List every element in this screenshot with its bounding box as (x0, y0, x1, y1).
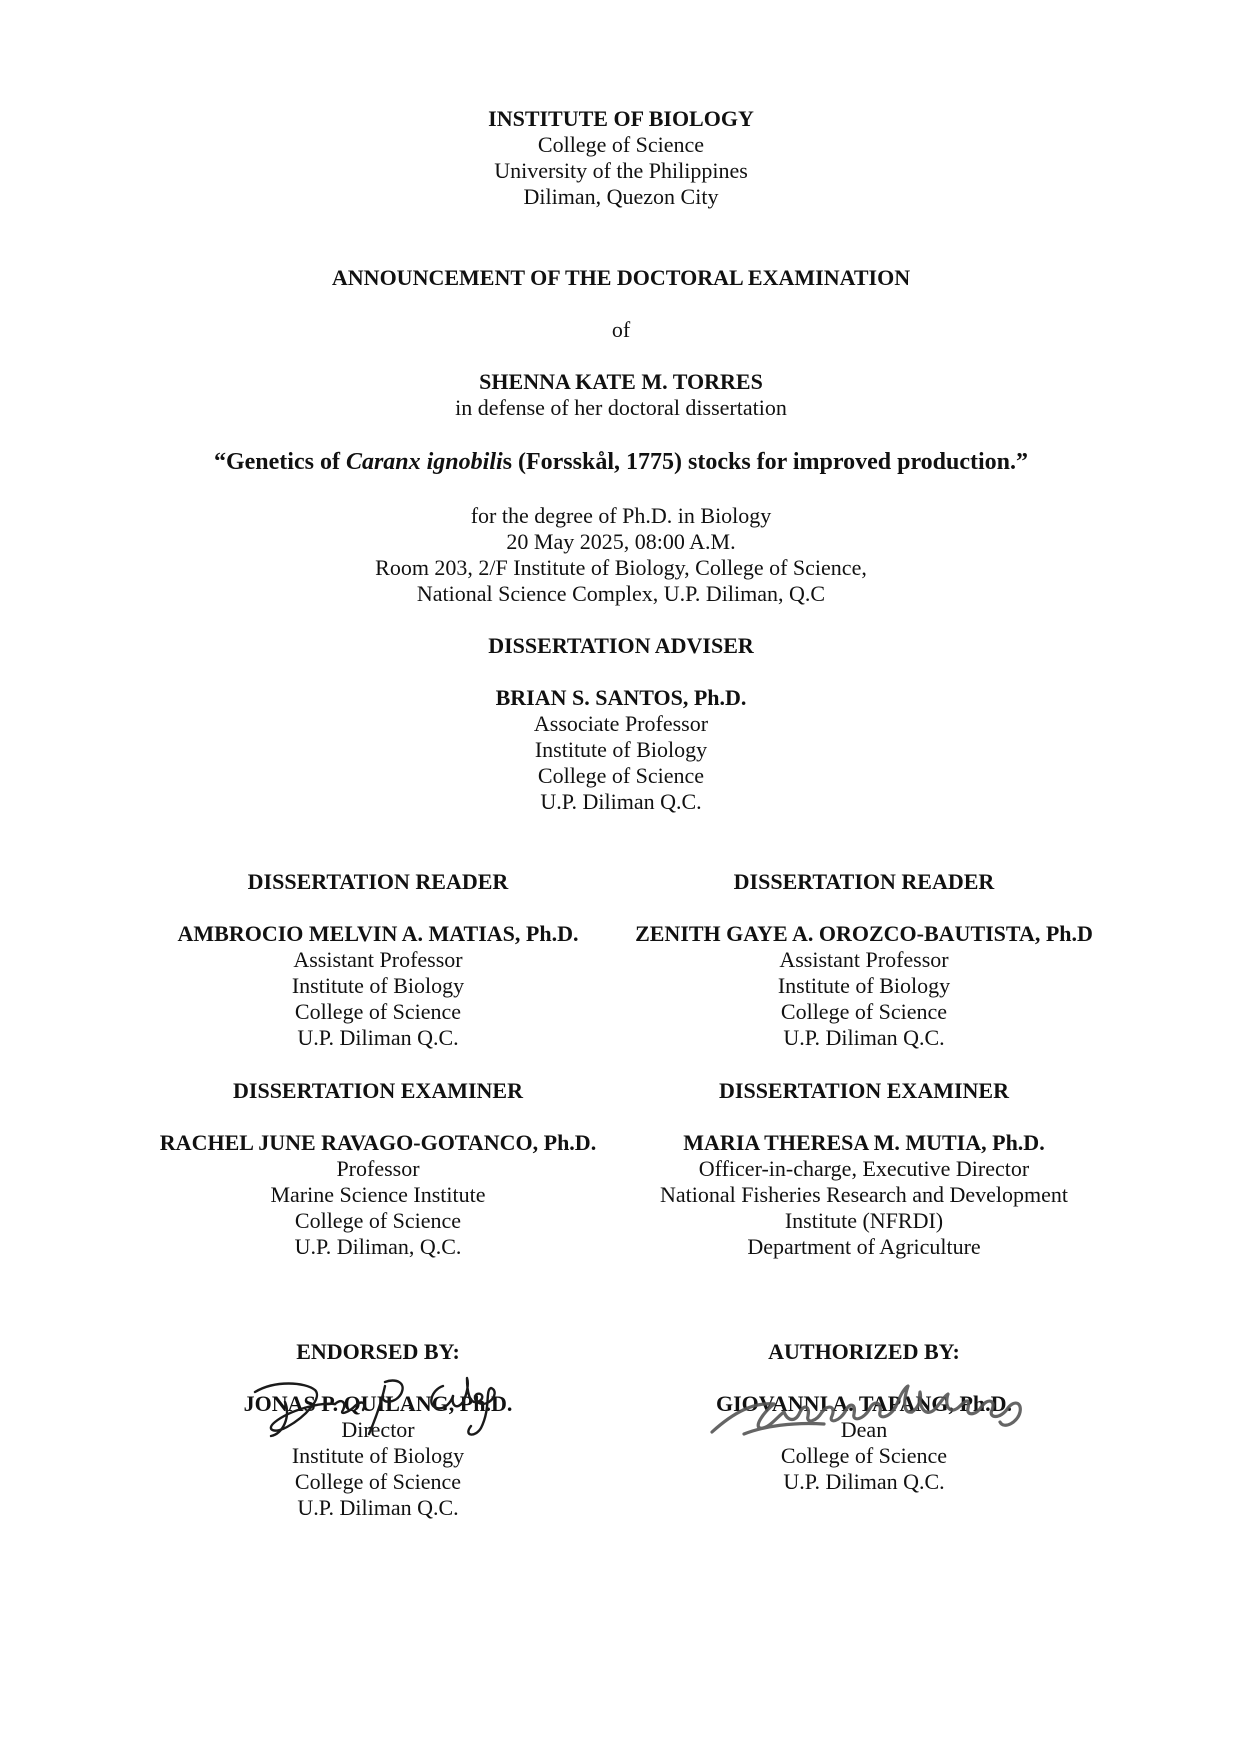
venue-line-2: National Science Complex, U.P. Diliman, Q.C (416, 581, 826, 606)
exam-datetime: 20 May 2025, 08:00 A.M. (506, 529, 736, 554)
authorizer-name: GIOVANNI A. TAPANG, Ph.D. (715, 1391, 1013, 1416)
examiner-right-institute: Institute (NFRDI) (784, 1208, 944, 1233)
title-prefix: “Genetics of (213, 449, 346, 475)
venue-line-1: Room 203, 2/F Institute of Biology, College of Science, (375, 555, 867, 580)
institute-name: INSTITUTE OF BIOLOGY (488, 106, 754, 131)
examiner-right-unit: National Fisheries Research and Development (659, 1182, 1069, 1207)
examiner-right-block (604, 1078, 1124, 1260)
endorsed-heading: ENDORSED BY: (296, 1339, 460, 1364)
reader-left-unit: Institute of Biology (291, 973, 465, 998)
endorser-college: College of Science (294, 1469, 462, 1494)
adviser-block (0, 685, 1242, 815)
exam-details (0, 503, 1242, 607)
reader-right-name: ZENITH GAYE A. OROZCO-BAUTISTA, Ph.D (635, 921, 1093, 946)
reader-right-heading: DISSERTATION READER (733, 869, 995, 894)
endorser-campus: U.P. Diliman Q.C. (297, 1495, 459, 1520)
reader-left-college: College of Science (294, 999, 462, 1024)
degree-text: for the degree of Ph.D. in Biology (470, 503, 772, 528)
institution-header (0, 106, 1242, 210)
reader-right-college: College of Science (780, 999, 948, 1024)
reader-left-campus: U.P. Diliman Q.C. (297, 1025, 459, 1050)
of-text: of (611, 317, 631, 342)
announcement-heading-block (0, 265, 1242, 291)
examiner-left-unit: Marine Science Institute (270, 1182, 486, 1207)
title-rest: (Forsskål, 1775) stocks for improved production.” (512, 449, 1029, 475)
reader-right-position: Assistant Professor (779, 947, 949, 972)
examiner-left-block (118, 1078, 638, 1260)
examiner-right-heading: DISSERTATION EXAMINER (719, 1078, 1009, 1103)
reader-left-position: Assistant Professor (293, 947, 463, 972)
adviser-name: BRIAN S. SANTOS, Ph.D. (495, 685, 747, 710)
reader-left-heading: DISSERTATION READER (247, 869, 509, 894)
title-species-italic: Caranx ignobili (345, 449, 503, 475)
reader-right-block (604, 869, 1124, 1051)
endorser-unit: Institute of Biology (291, 1443, 465, 1468)
reader-right-campus: U.P. Diliman Q.C. (783, 1025, 945, 1050)
adviser-unit: Institute of Biology (534, 737, 708, 762)
examiner-right-name: MARIA THERESA M. MUTIA, Ph.D. (683, 1130, 1045, 1155)
candidate-block (0, 369, 1242, 421)
examiner-left-campus: U.P. Diliman, Q.C. (294, 1234, 462, 1259)
title-species-suffix: s (502, 449, 512, 475)
candidate-name: SHENNA KATE M. TORRES (479, 369, 763, 394)
announcement-heading: ANNOUNCEMENT OF THE DOCTORAL EXAMINATION (331, 265, 911, 290)
college-name: College of Science (537, 132, 705, 157)
adviser-college: College of Science (537, 763, 705, 788)
adviser-heading-block (0, 633, 1242, 659)
reader-right-unit: Institute of Biology (777, 973, 951, 998)
endorsed-block (118, 1339, 638, 1521)
campus-location: Diliman, Quezon City (523, 184, 719, 209)
adviser-heading: DISSERTATION ADVISER (488, 633, 754, 658)
authorizer-campus: U.P. Diliman Q.C. (783, 1469, 945, 1494)
reader-left-block (118, 869, 638, 1051)
examiner-left-position: Professor (336, 1156, 420, 1181)
authorizer-college: College of Science (780, 1443, 948, 1468)
examiner-left-heading: DISSERTATION EXAMINER (233, 1078, 523, 1103)
dissertation-title (0, 447, 1242, 477)
defense-text: in defense of her doctoral dissertation (455, 395, 787, 420)
university-name: University of the Philippines (494, 158, 748, 183)
adviser-campus: U.P. Diliman Q.C. (540, 789, 702, 814)
authorizer-position: Dean (840, 1417, 888, 1442)
authorized-block (604, 1339, 1124, 1495)
examiner-right-department: Department of Agriculture (747, 1234, 981, 1259)
examiner-left-name: RACHEL JUNE RAVAGO-GOTANCO, Ph.D. (159, 1130, 597, 1155)
endorser-position: Director (341, 1417, 415, 1442)
reader-left-name: AMBROCIO MELVIN A. MATIAS, Ph.D. (177, 921, 579, 946)
authorized-heading: AUTHORIZED BY: (768, 1339, 960, 1364)
examiner-right-position: Officer-in-charge, Executive Director (698, 1156, 1030, 1181)
adviser-position: Associate Professor (533, 711, 709, 736)
of-block (0, 317, 1242, 343)
endorser-name: JONAS P. QUILANG, Ph.D. (243, 1391, 513, 1416)
examiner-left-college: College of Science (294, 1208, 462, 1233)
